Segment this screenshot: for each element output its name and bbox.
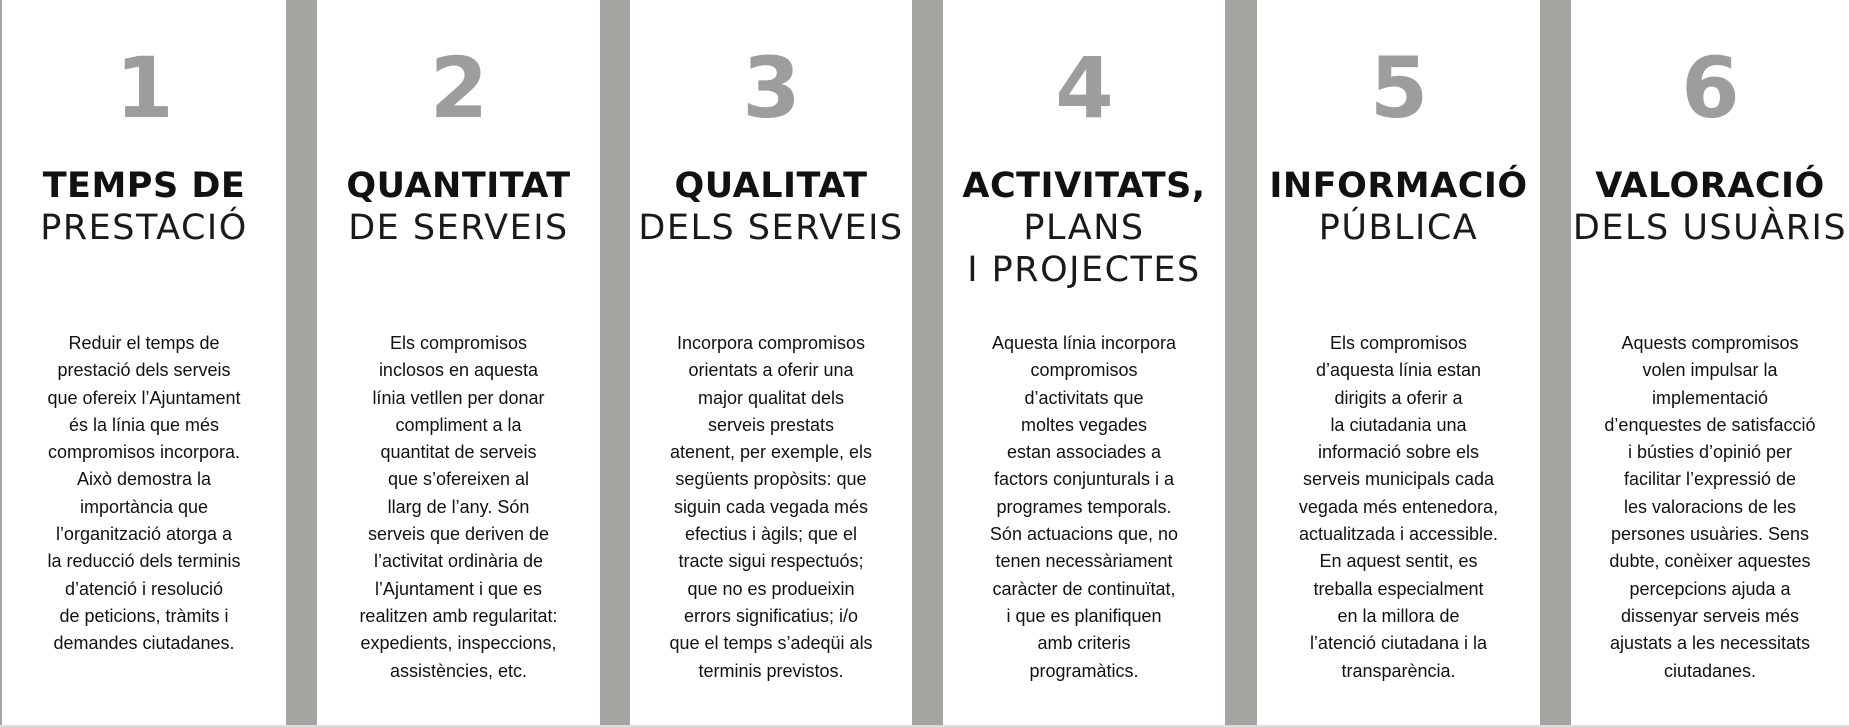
description-line: En aquest sentit, es [1319,551,1478,572]
description-line: Els compromisos [1329,333,1468,353]
column-informacio-publica [1257,0,1540,725]
description-line: transparència. [1341,660,1456,681]
description-line: compromisos [1030,360,1138,381]
description-line: assistències, etc. [389,660,528,681]
column-title [1257,165,1540,249]
description-line: Incorpora compromisos [676,333,866,353]
description-line: ciutadanes. [1663,660,1757,681]
column-valoracio-dels-usuaris [1571,0,1849,725]
column-number: 4 [1055,39,1113,137]
description-line: Aquests compromisos [1621,333,1799,353]
description-line: serveis que deriven de [367,524,550,545]
description-line: programàtics. [1029,660,1139,681]
column-title-bold: TEMPS DE [42,166,246,206]
column-title [943,165,1225,291]
description-line: serveis prestats [707,414,835,435]
column-qualitat-dels-serveis [630,0,912,725]
description-line: programes temporals. [996,496,1172,517]
description-line: quantitat de serveis [380,442,537,463]
column-title [317,165,600,249]
description-line: volen impulsar la [1642,360,1778,381]
column-title [630,165,912,249]
column-description [1571,330,1849,685]
description-line: Això demostra la [76,469,212,490]
column-title-bold: VALORACIÓ [1595,166,1825,206]
description-line: realitzen amb regularitat: [359,605,558,626]
column-title-light: DELS SERVEIS [638,208,904,248]
description-line: és la línia que més [68,414,220,435]
column-number: 1 [115,39,173,137]
description-line: dubte, conèixer aquestes [1609,551,1811,572]
column-title-light: DE SERVEIS [348,208,569,248]
description-line: ajustats a les necessitats [1609,633,1811,654]
description-line: persones usuàries. Sens [1610,524,1810,545]
description-line: tracte sigui respectuós; [678,551,864,572]
description-line: la reducció dels terminis [47,551,241,572]
description-line: prestació dels serveis [57,360,231,381]
description-line: l’Ajuntament i que es [374,578,543,599]
column-title-light: PÚBLICA [1318,208,1479,248]
column-number: 2 [429,39,488,137]
description-line: Reduir el temps de [68,333,220,353]
description-line: línia vetllen per donar [372,387,545,408]
description-line: Els compromisos [389,333,528,353]
column-description [943,330,1225,685]
column-title-bold: INFORMACIÓ [1269,166,1528,206]
description-line: que no es produeixin [687,578,855,599]
description-line: efectius i àgils; que el [684,524,858,545]
description-line: caràcter de continuïtat, [992,578,1176,599]
description-line: percepcions ajuda a [1629,578,1791,599]
description-line: l’organització atorga a [55,524,233,545]
column-description [317,330,600,685]
description-line: demandes ciutadanes. [53,633,235,654]
description-line: facilitar l’expressió de [1623,469,1797,490]
description-line: compromisos incorpora. [47,442,241,463]
description-line: vegada més entenedora, [1298,496,1499,517]
description-line: en la millora de [1337,605,1460,626]
description-line: les valoracions de les [1623,496,1797,517]
description-line: que el temps s’adeqüi als [669,633,873,654]
description-line: dissenyar serveis més [1620,605,1800,626]
column-title-light: DELS USUÀRIS [1572,208,1848,248]
description-line: l’atenció ciutadana i la [1309,633,1488,654]
description-line: que s’ofereixen al [387,469,530,490]
column-number: 6 [1681,39,1739,137]
column-title [2,165,286,249]
description-line: importància que [79,496,209,517]
description-line: la ciutadania una [1330,414,1467,435]
description-line: treballa especialment [1313,578,1484,599]
column-title [1571,165,1849,249]
column-description [1257,330,1540,685]
description-line: atenent, per exemple, els [669,442,873,463]
description-line: i bústies d’opinió per [1627,442,1793,463]
description-line: serveis municipals cada [1302,469,1495,490]
description-line: estan associades a [1006,442,1162,463]
column-title-bold: QUANTITAT [346,166,571,206]
description-line: dirigits a oferir a [1334,387,1463,408]
column-number: 3 [742,39,800,137]
description-line: expedients, inspeccions, [360,633,557,654]
description-line: Aquesta línia incorpora [991,333,1177,353]
description-line: actualitzada i accessible. [1298,524,1499,545]
description-line: d’aquesta línia estan [1315,360,1482,381]
description-line: d’atenció i resolució [64,578,224,599]
column-title-light: PLANS [1023,208,1145,248]
description-line: que ofereix l’Ajuntament [47,387,241,408]
column-title-light: PRESTACIÓ [40,208,248,248]
column-description [630,330,912,685]
description-line: següents propòsits: que [675,469,867,490]
column-title-light: I PROJECTES [967,250,1201,290]
description-line: moltes vegades [1020,414,1148,435]
column-title-bold: ACTIVITATS, [962,166,1206,206]
description-line: Són actuacions que, no [989,524,1179,545]
description-line: informació sobre els [1317,442,1480,463]
description-line: l’activitat ordinària de [373,551,544,572]
column-activitats-plans-projectes [943,0,1225,725]
description-line: d’activitats que [1024,387,1144,408]
description-line: compliment a la [395,414,522,435]
column-title-bold: QUALITAT [674,166,868,206]
description-line: llarg de l’any. Són [387,496,530,517]
description-line: major qualitat dels [697,387,845,408]
column-quantitat-de-serveis [317,0,600,725]
column-description [2,330,286,658]
description-line: terminis previstos. [698,660,844,681]
description-line: siguin cada vegada més [673,496,869,517]
column-temps-de-prestacio [2,0,286,725]
description-line: d’enquestes de satisfacció [1604,414,1816,435]
description-line: amb criteris [1037,633,1131,654]
description-line: de peticions, tràmits i [59,605,229,626]
column-number: 5 [1369,39,1428,137]
description-line: inclosos en aquesta [378,360,539,381]
description-line: factors conjunturals i a [993,469,1175,490]
description-line: errors significatius; i/o [683,605,859,626]
description-line: implementació [1651,387,1769,408]
description-line: i que es planifiquen [1006,605,1162,626]
description-line: orientats a oferir una [688,360,854,381]
description-line: tenen necessàriament [995,551,1173,572]
